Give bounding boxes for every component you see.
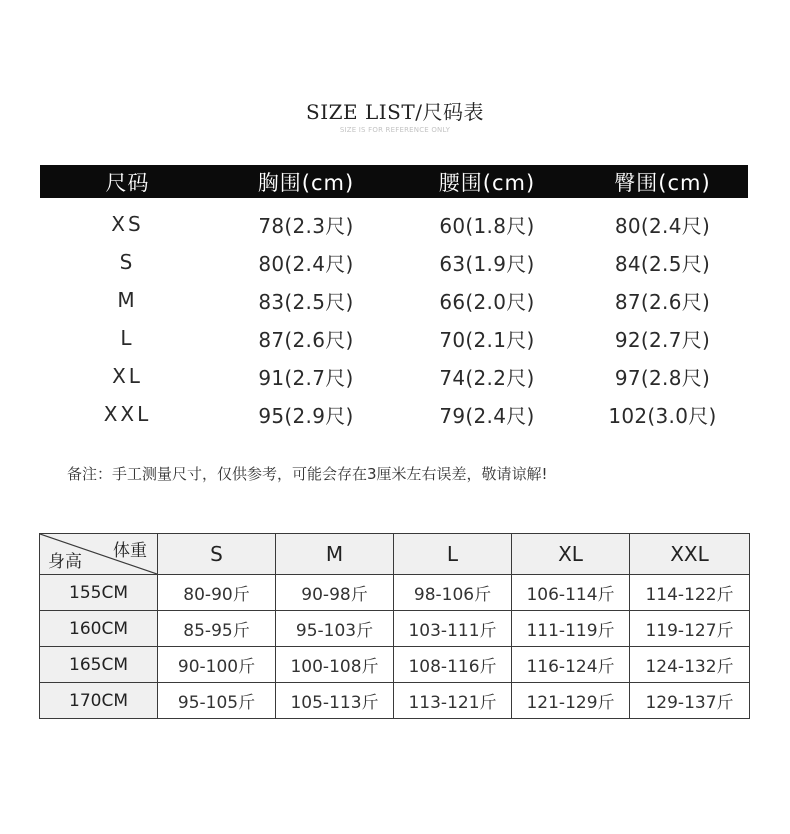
corner-height-label: 身高: [48, 552, 82, 572]
waist-cell: 66(2.0尺): [439, 289, 535, 314]
corner-weight-label: 体重: [113, 541, 147, 561]
chest-cell: 80(2.4尺): [258, 251, 354, 276]
measurement-row: [40, 281, 748, 319]
hip-cell: 87(2.6尺): [614, 289, 711, 314]
weight-cell: 114-122斤: [630, 575, 750, 611]
weight-cell: 116-124斤: [512, 647, 630, 683]
chest-cell: 91(2.7尺): [258, 365, 354, 390]
page-title: SIZE LIST/尺码表: [306, 100, 484, 124]
weight-cell: 121-129斤: [512, 683, 630, 719]
waist-cell: 79(2.4尺): [439, 403, 535, 428]
corner-cell: [40, 534, 158, 575]
hip-cell: 97(2.8尺): [614, 365, 711, 390]
height-cell: 165CM: [40, 647, 158, 683]
weight-cell: 119-127斤: [630, 611, 750, 647]
weight-cell: 90-100斤: [158, 647, 276, 683]
size-header: XL: [512, 534, 630, 575]
size-cell: XS: [111, 212, 144, 236]
weight-cell: 103-111斤: [394, 611, 512, 647]
weight-cell: 106-114斤: [512, 575, 630, 611]
table-row: [40, 683, 750, 719]
height-cell: 155CM: [40, 575, 158, 611]
weight-cell: 80-90斤: [158, 575, 276, 611]
header-size: 尺码: [105, 170, 150, 195]
weight-table: [39, 533, 750, 719]
weight-cell: 108-116斤: [394, 647, 512, 683]
height-cell: 160CM: [40, 611, 158, 647]
hip-cell: 84(2.5尺): [614, 251, 711, 276]
size-header: S: [158, 534, 276, 575]
weight-header-row: [40, 534, 750, 575]
measurement-row: [40, 357, 748, 395]
weight-cell: 85-95斤: [158, 611, 276, 647]
weight-cell: 129-137斤: [630, 683, 750, 719]
weight-cell: 95-103斤: [276, 611, 394, 647]
measurement-table: [40, 165, 748, 433]
weight-cell: 111-119斤: [512, 611, 630, 647]
weight-cell: 98-106斤: [394, 575, 512, 611]
header-waist: 腰围(cm): [438, 170, 536, 195]
size-cell: S: [119, 250, 136, 274]
measurement-note: 备注：手工测量尺寸，仅供参考，可能会存在3厘米左右误差，敬请谅解!: [67, 465, 548, 483]
weight-cell: 100-108斤: [276, 647, 394, 683]
weight-cell: 105-113斤: [276, 683, 394, 719]
chest-cell: 95(2.9尺): [258, 403, 354, 428]
measurement-body: [40, 198, 748, 433]
height-cell: 170CM: [40, 683, 158, 719]
measurement-row: [40, 395, 748, 433]
weight-cell: 95-105斤: [158, 683, 276, 719]
hip-cell: 102(3.0尺): [608, 403, 717, 428]
size-cell: L: [120, 326, 135, 350]
size-cell: XXL: [103, 402, 152, 426]
header-chest: 胸围(cm): [257, 170, 355, 195]
waist-cell: 63(1.9尺): [439, 251, 535, 276]
size-cell: M: [117, 288, 138, 312]
weight-cell: 113-121斤: [394, 683, 512, 719]
table-row: [40, 647, 750, 683]
size-header: XXL: [630, 534, 750, 575]
hip-cell: 92(2.7尺): [614, 327, 711, 352]
waist-cell: 74(2.2尺): [439, 365, 535, 390]
waist-cell: 70(2.1尺): [439, 327, 535, 352]
measurement-row: [40, 243, 748, 281]
measurement-row: [40, 205, 748, 243]
hip-cell: 80(2.4尺): [614, 213, 711, 238]
table-row: [40, 575, 750, 611]
size-header: M: [276, 534, 394, 575]
size-header: L: [394, 534, 512, 575]
waist-cell: 60(1.8尺): [439, 213, 535, 238]
weight-cell: 90-98斤: [276, 575, 394, 611]
chest-cell: 78(2.3尺): [258, 213, 354, 238]
measurement-header-row: [40, 165, 748, 198]
chest-cell: 87(2.6尺): [258, 327, 354, 352]
chest-cell: 83(2.5尺): [258, 289, 354, 314]
measurement-row: [40, 319, 748, 357]
header-hip: 臀围(cm): [614, 170, 711, 195]
table-row: [40, 611, 750, 647]
page-subtitle: SIZE IS FOR REFERENCE ONLY: [339, 126, 451, 134]
weight-cell: 124-132斤: [630, 647, 750, 683]
size-cell: XL: [112, 364, 143, 388]
